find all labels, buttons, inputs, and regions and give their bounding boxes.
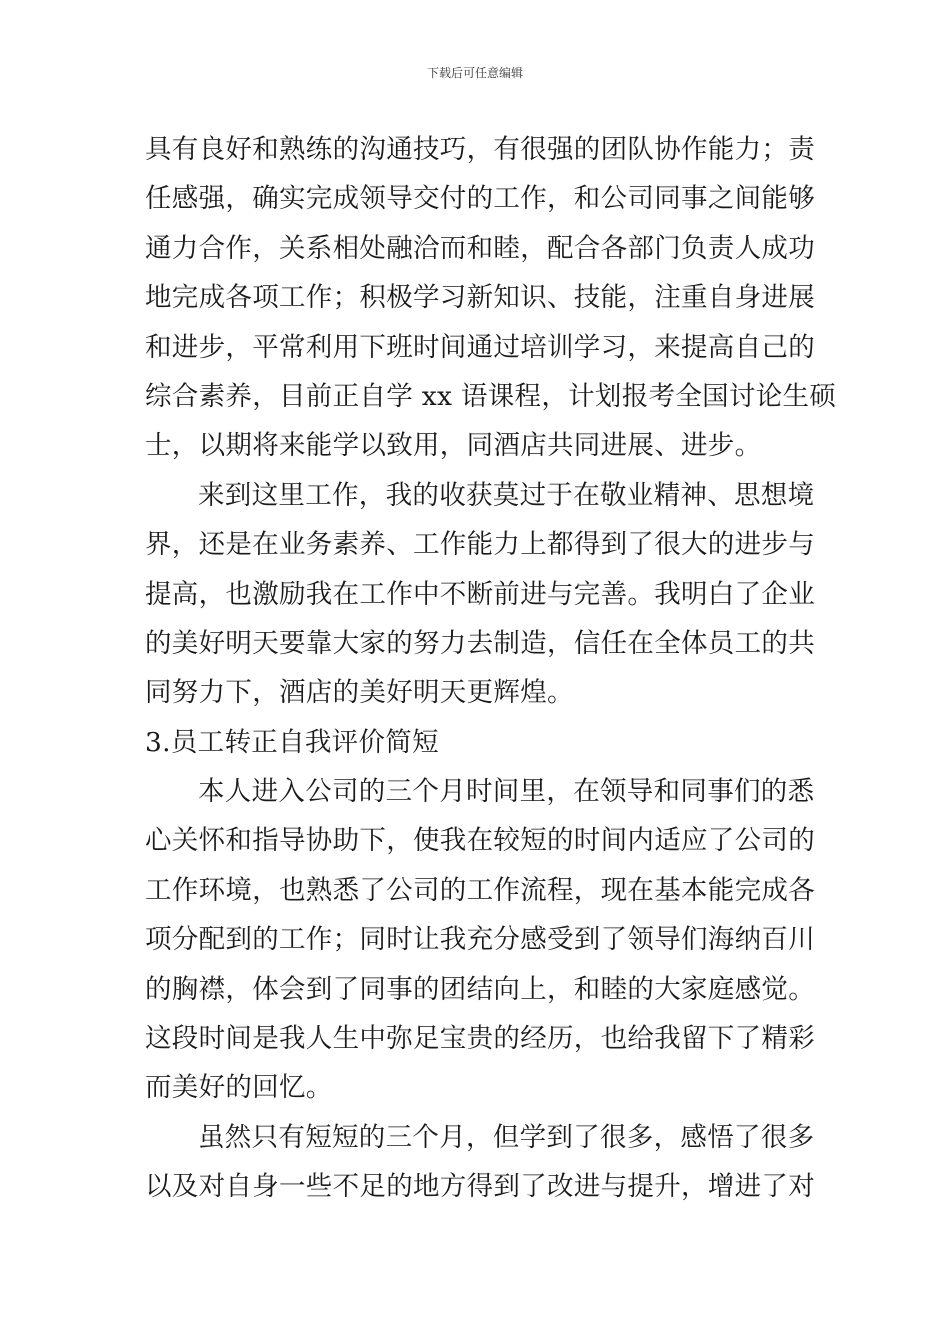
text-line: 这段时间是我人生中弥足宝贵的经历，也给我留下了精彩 (145, 1023, 815, 1055)
text-line: 和进步，平常利用下班时间通过培训学习，来提高自己的 (145, 331, 815, 363)
paragraph-start-line: 虽然只有短短的三个月，但学到了很多，感悟了很多 (198, 1121, 815, 1153)
text-line: 而美好的回忆。 (145, 1072, 333, 1104)
text-line: 同努力下，酒店的美好明天更辉煌。 (145, 677, 574, 709)
text-line: 士，以期将来能学以致用，同酒店共同进展、进步。 (145, 430, 762, 462)
text-line: 通力合作，关系相处融洽而和睦，配合各部门负责人成功 (145, 232, 815, 264)
text-line: 地完成各项工作；积极学习新知识、技能，注重自身进展 (145, 282, 815, 314)
text-line: 综合素养，目前正自学 xx 语课程，计划报考全国讨论生硕 (145, 380, 837, 412)
text-line: 的胸襟，体会到了同事的团结向上，和睦的大家庭感觉。 (145, 973, 815, 1005)
section-heading: 3.员工转正自我评价简短 (145, 726, 439, 758)
page-header: 下载后可任意编辑 (426, 66, 523, 80)
paragraph-start-line: 来到这里工作，我的收获莫过于在敬业精神、思想境 (198, 479, 815, 511)
text-line: 心关怀和指导协助下，使我在较短的时间内适应了公司的 (145, 825, 815, 857)
text-line: 具有良好和熟练的沟通技巧，有很强的团队协作能力；责 (145, 134, 815, 165)
text-line: 界，还是在业务素养、工作能力上都得到了很大的进步与 (145, 529, 815, 561)
paragraph-start-line: 本人进入公司的三个月时间里，在领导和同事们的悉 (198, 776, 815, 808)
text-line: 以及对自身一些不足的地方得到了改进与提升，增进了对 (145, 1171, 815, 1203)
text-line: 工作环境，也熟悉了公司的工作流程，现在基本能完成各 (145, 874, 815, 906)
document-body (145, 125, 837, 1212)
text-line: 提高，也激励我在工作中不断前进与完善。我明白了企业 (145, 578, 815, 610)
text-line: 任感强，确实完成领导交付的工作，和公司同事之间能够 (145, 183, 815, 215)
text-line: 的美好明天要靠大家的努力去制造，信任在全体员工的共 (145, 627, 815, 659)
text-line: 项分配到的工作；同时让我充分感受到了领导们海纳百川 (145, 924, 815, 956)
